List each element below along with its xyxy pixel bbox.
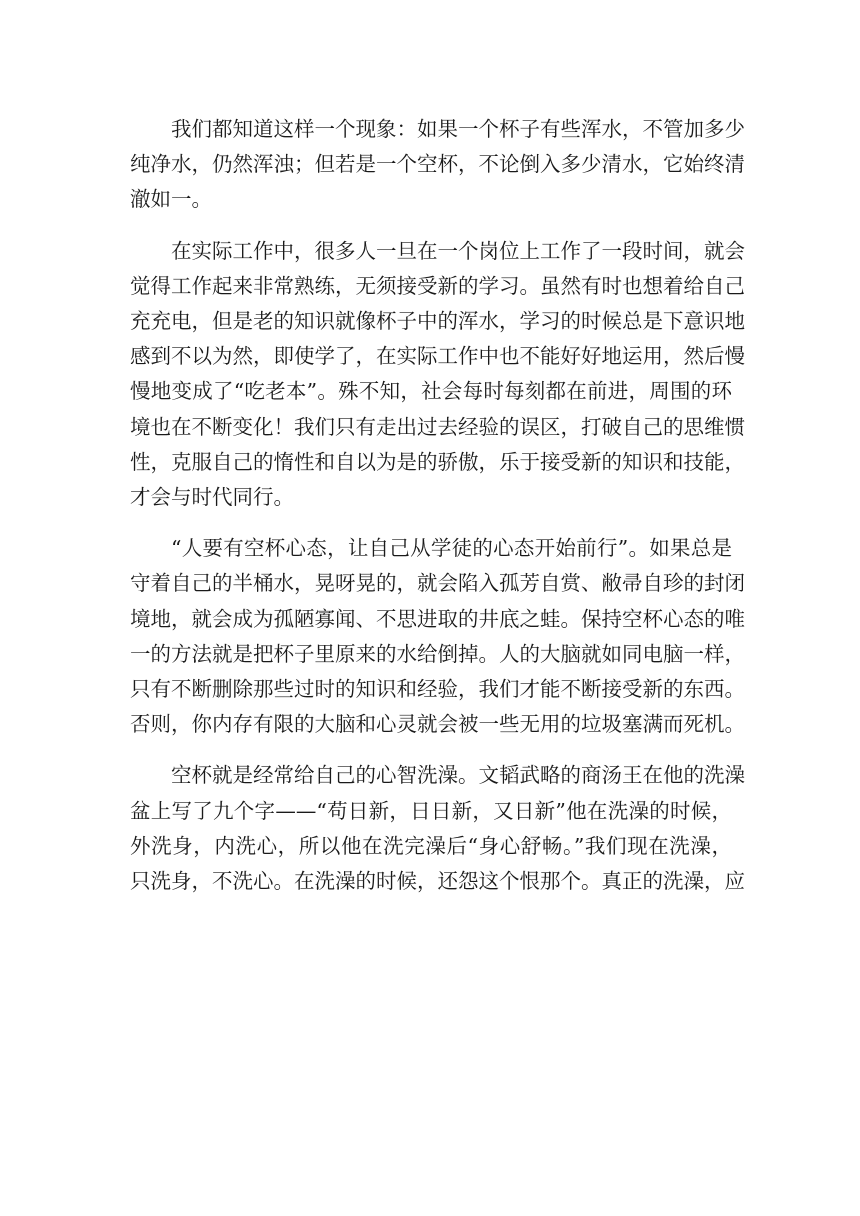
text-line: 性，克服自己的惰性和自以为是的骄傲，乐于接受新的知识和技能， (130, 449, 745, 474)
text-line: 才会与时代同行。 (130, 485, 294, 510)
text-line: 澈如一。 (130, 187, 212, 212)
paragraph-2 (130, 234, 745, 516)
text-line: 慢地变成了“吃老本”。殊不知，社会每时每刻都在前进，周围的环 (130, 379, 732, 404)
text-line: 空杯就是经常给自己的心智洗澡。文韬武略的商汤王在他的洗澡 (171, 763, 745, 788)
paragraph-4 (130, 758, 745, 899)
text-line: 守着自己的半桶水，晃呀晃的，就会陷入孤芳自赏、敝帚自珍的封闭 (130, 571, 745, 596)
text-line: 否则，你内存有限的大脑和心灵就会被一些无用的垃圾塞满而死机。 (130, 712, 745, 737)
text-line: 纯净水，仍然浑浊；但若是一个空杯，不论倒入多少清水，它始终清 (130, 152, 745, 177)
text-line: 在实际工作中，很多人一旦在一个岗位上工作了一段时间，就会 (171, 238, 745, 263)
document-page (130, 112, 745, 915)
text-line: “人要有空杯心态，让自己从学徒的心态开始前行”。如果总是 (171, 536, 732, 561)
text-line: 盆上写了九个字——“苟日新，日日新，又日新”他在洗澡的时候， (130, 798, 732, 823)
text-line: 境地，就会成为孤陋寡闻、不思进取的井底之蛙。保持空杯心态的唯 (130, 606, 745, 631)
text-line: 充充电，但是老的知识就像杯子中的浑水，学习的时候总是下意识地 (130, 309, 745, 334)
text-line: 觉得工作起来非常熟练，无须接受新的学习。虽然有时也想着给自己 (130, 273, 745, 298)
text-line: 感到不以为然，即使学了，在实际工作中也不能好好地运用，然后慢 (130, 344, 745, 369)
text-line: 我们都知道这样一个现象：如果一个杯子有些浑水，不管加多少 (171, 117, 745, 141)
text-line: 外洗身，内洗心，所以他在洗完澡后“身心舒畅。”我们现在洗澡， (130, 833, 732, 858)
text-line: 境也在不断变化！我们只有走出过去经验的误区，打破自己的思维惯 (130, 414, 745, 439)
paragraph-1 (130, 112, 745, 218)
paragraph-3 (130, 531, 745, 742)
text-line: 一的方法就是把杯子里原来的水给倒掉。人的大脑就如同电脑一样， (130, 641, 745, 666)
text-line: 只洗身，不洗心。在洗澡的时候，还怨这个恨那个。真正的洗澡，应 (130, 869, 745, 894)
text-line: 只有不断删除那些过时的知识和经验，我们才能不断接受新的东西。 (130, 677, 745, 702)
